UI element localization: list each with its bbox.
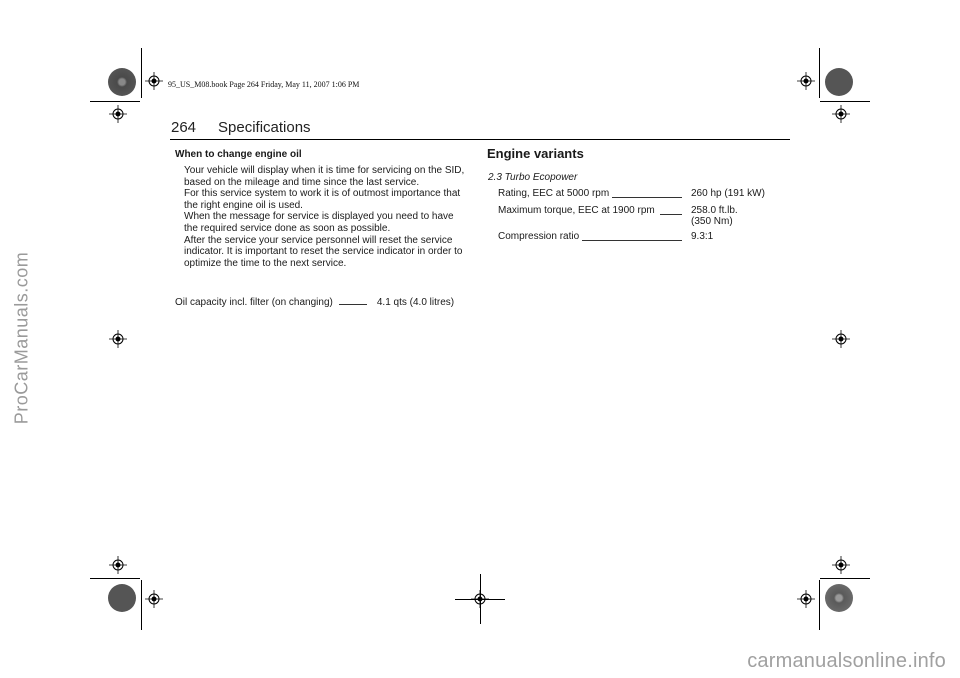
registration-mark-icon (109, 556, 127, 574)
leader-line (582, 232, 682, 241)
spec-row (498, 231, 788, 243)
spec-value: 258.0 ft.lb. (691, 205, 738, 216)
color-bar-dot-icon (108, 68, 136, 96)
registration-mark-icon (832, 105, 850, 123)
variant-title: 2.3 Turbo Ecopower (488, 172, 578, 183)
leader-line (612, 189, 682, 198)
spec-label: Maximum torque, EEC at 1900 rpm (498, 205, 655, 216)
paragraph: When the message for service is displayed you need to have the required service done as soon as possible. (184, 211, 454, 234)
spec-label: Compression ratio (498, 231, 580, 242)
registration-mark-icon (797, 590, 815, 608)
crop-line (90, 578, 140, 579)
registration-mark-icon (797, 72, 815, 90)
side-watermark: ProCarManuals.com (11, 251, 32, 425)
color-bar-dot-icon (108, 584, 136, 612)
file-info-line: 95_US_M08.book Page 264 Friday, May 11, 2007 1:06 PM (168, 80, 360, 89)
leader-line (660, 206, 682, 215)
spec-label: Rating, EEC at 5000 rpm (498, 188, 610, 199)
spec-value: 260 hp (191 kW) (691, 188, 765, 199)
engine-variants-heading: Engine variants (487, 146, 584, 161)
registration-mark-icon (145, 72, 163, 90)
registration-mark-icon (109, 330, 127, 348)
registration-mark-icon (109, 105, 127, 123)
color-bar-dot-icon (825, 584, 853, 612)
oil-capacity-value: 4.1 qts (4.0 litres) (376, 297, 455, 308)
paragraph: Your vehicle will display when it is time for servicing on the SID, based on the mileage and time since the last service. (184, 165, 465, 188)
bottom-watermark: carmanualsonline.info (747, 650, 946, 672)
oil-change-text (184, 165, 466, 269)
crop-line (141, 48, 142, 98)
crop-line (820, 101, 870, 102)
page-title: Specifications (218, 119, 311, 136)
registration-mark-icon (145, 590, 163, 608)
crop-line (90, 101, 140, 102)
spec-value-secondary: (350 Nm) (691, 216, 733, 227)
registration-mark-icon (832, 330, 850, 348)
registration-mark-icon (832, 556, 850, 574)
page-number: 264 (171, 119, 197, 136)
oil-change-heading: When to change engine oil (175, 149, 302, 160)
oil-capacity-label: Oil capacity incl. filter (on changing) (175, 297, 333, 308)
spec-row (498, 205, 788, 227)
crop-line (820, 578, 870, 579)
oil-capacity-row (175, 296, 454, 308)
spec-row (498, 188, 788, 200)
color-bar-dot-icon (825, 68, 853, 96)
header-rule (170, 139, 790, 140)
paragraph: For this service system to work it is of outmost importance that the right engine oil is used. (184, 188, 461, 211)
crop-line (819, 580, 820, 630)
paragraph: After the service your service personnel will reset the service indicator. It is important to reset the service indicator in order to optimize the time to the next service. (184, 234, 463, 269)
spec-value: 9.3:1 (691, 231, 714, 242)
crop-line (480, 574, 481, 624)
crop-line (819, 48, 820, 98)
leader-line (339, 296, 367, 305)
crop-line (141, 580, 142, 630)
